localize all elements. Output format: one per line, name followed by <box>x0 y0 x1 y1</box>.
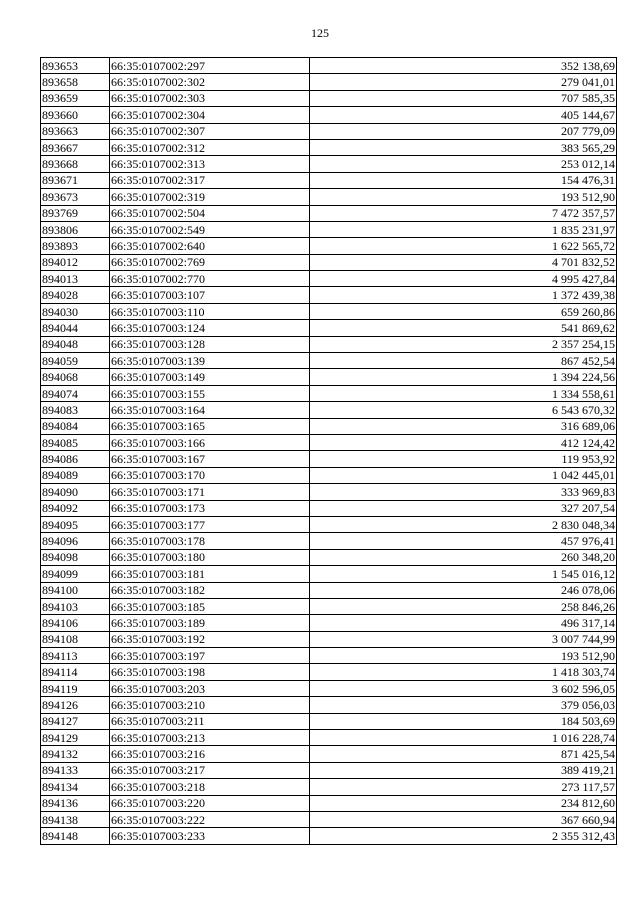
table-row <box>41 680 617 696</box>
object-id-cell: 893673 <box>41 189 110 205</box>
object-id-cell: 894103 <box>41 598 110 614</box>
cadastral-value-cell: 4 701 832,52 <box>310 254 617 270</box>
object-id-cell: 894136 <box>41 795 110 811</box>
cadastral-value-cell: 2 357 254,15 <box>310 336 617 352</box>
cadastral-number-cell: 66:35:0107003:167 <box>110 451 310 467</box>
cadastral-value-cell: 273 117,57 <box>310 779 617 795</box>
cadastral-value-cell: 1 016 228,74 <box>310 730 617 746</box>
cadastral-number-cell: 66:35:0107002:769 <box>110 254 310 270</box>
cadastral-value-cell: 258 846,26 <box>310 598 617 614</box>
cadastral-value-cell: 1 835 231,97 <box>310 221 617 237</box>
table-row <box>41 516 617 532</box>
object-id-cell: 893893 <box>41 238 110 254</box>
table-row <box>41 697 617 713</box>
table-row <box>41 58 617 74</box>
table-row <box>41 254 617 270</box>
object-id-cell: 894048 <box>41 336 110 352</box>
object-id-cell: 894068 <box>41 369 110 385</box>
object-id-cell: 893667 <box>41 139 110 155</box>
table-row <box>41 287 617 303</box>
cadastral-value-cell: 707 585,35 <box>310 90 617 106</box>
table-row <box>41 549 617 565</box>
cadastral-number-cell: 66:35:0107003:216 <box>110 746 310 762</box>
table-row <box>41 189 617 205</box>
cadastral-value-cell: 207 779,09 <box>310 123 617 139</box>
table-row <box>41 369 617 385</box>
table-row <box>41 500 617 516</box>
object-id-cell: 893658 <box>41 74 110 90</box>
table-row <box>41 664 617 680</box>
cadastral-number-cell: 66:35:0107003:170 <box>110 467 310 483</box>
object-id-cell: 893653 <box>41 58 110 74</box>
cadastral-value-cell: 333 969,83 <box>310 484 617 500</box>
table-row <box>41 762 617 778</box>
table-row <box>41 631 617 647</box>
cadastral-number-cell: 66:35:0107002:304 <box>110 107 310 123</box>
object-id-cell: 893671 <box>41 172 110 188</box>
object-id-cell: 893663 <box>41 123 110 139</box>
table-row <box>41 336 617 352</box>
table-row <box>41 484 617 500</box>
object-id-cell: 894099 <box>41 566 110 582</box>
table-row <box>41 598 617 614</box>
cadastral-number-cell: 66:35:0107002:307 <box>110 123 310 139</box>
cadastral-value-cell: 1 622 565,72 <box>310 238 617 254</box>
object-id-cell: 894095 <box>41 516 110 532</box>
object-id-cell: 893769 <box>41 205 110 221</box>
cadastral-value-cell: 119 953,92 <box>310 451 617 467</box>
cadastral-number-cell: 66:35:0107002:302 <box>110 74 310 90</box>
cadastral-value-cell: 253 012,14 <box>310 156 617 172</box>
cadastral-value-cell: 1 334 558,61 <box>310 385 617 401</box>
table-row <box>41 648 617 664</box>
cadastral-value-cell: 867 452,54 <box>310 353 617 369</box>
cadastral-value-cell: 279 041,01 <box>310 74 617 90</box>
object-id-cell: 893668 <box>41 156 110 172</box>
table-row <box>41 615 617 631</box>
cadastral-number-cell: 66:35:0107003:210 <box>110 697 310 713</box>
cadastral-value-cell: 496 317,14 <box>310 615 617 631</box>
cadastral-value-cell: 246 078,06 <box>310 582 617 598</box>
cadastral-number-cell: 66:35:0107002:640 <box>110 238 310 254</box>
cadastral-number-cell: 66:35:0107003:110 <box>110 303 310 319</box>
cadastral-value-cell: 352 138,69 <box>310 58 617 74</box>
object-id-cell: 893659 <box>41 90 110 106</box>
cadastral-number-cell: 66:35:0107003:198 <box>110 664 310 680</box>
object-id-cell: 894098 <box>41 549 110 565</box>
cadastral-number-cell: 66:35:0107003:177 <box>110 516 310 532</box>
table-row <box>41 303 617 319</box>
object-id-cell: 893660 <box>41 107 110 123</box>
table-row <box>41 107 617 123</box>
cadastral-value-cell: 659 260,86 <box>310 303 617 319</box>
cadastral-value-cell: 379 056,03 <box>310 697 617 713</box>
table-row <box>41 566 617 582</box>
cadastral-value-cell: 405 144,67 <box>310 107 617 123</box>
cadastral-value-cell: 3 602 596,05 <box>310 680 617 696</box>
cadastral-value-cell: 260 348,20 <box>310 549 617 565</box>
cadastral-value-cell: 7 472 357,57 <box>310 205 617 221</box>
cadastral-value-cell: 367 660,94 <box>310 811 617 827</box>
table-row <box>41 418 617 434</box>
table-row <box>41 779 617 795</box>
cadastral-value-cell: 412 124,42 <box>310 434 617 450</box>
object-id-cell: 894100 <box>41 582 110 598</box>
cadastral-number-cell: 66:35:0107003:182 <box>110 582 310 598</box>
cadastral-number-cell: 66:35:0107003:192 <box>110 631 310 647</box>
table-row <box>41 385 617 401</box>
cadastral-number-cell: 66:35:0107003:180 <box>110 549 310 565</box>
cadastral-number-cell: 66:35:0107002:303 <box>110 90 310 106</box>
cadastral-number-cell: 66:35:0107002:297 <box>110 58 310 74</box>
table-row <box>41 451 617 467</box>
object-id-cell: 894092 <box>41 500 110 516</box>
object-id-cell: 894106 <box>41 615 110 631</box>
object-id-cell: 894133 <box>41 762 110 778</box>
cadastral-number-cell: 66:35:0107003:139 <box>110 353 310 369</box>
cadastral-number-cell: 66:35:0107003:211 <box>110 713 310 729</box>
object-id-cell: 894012 <box>41 254 110 270</box>
table-row <box>41 402 617 418</box>
cadastral-value-cell: 316 689,06 <box>310 418 617 434</box>
cadastral-number-cell: 66:35:0107003:171 <box>110 484 310 500</box>
cadastral-value-cell: 2 355 312,43 <box>310 828 617 844</box>
cadastral-number-cell: 66:35:0107003:155 <box>110 385 310 401</box>
object-id-cell: 894127 <box>41 713 110 729</box>
object-id-cell: 894113 <box>41 648 110 664</box>
cadastral-number-cell: 66:35:0107003:165 <box>110 418 310 434</box>
object-id-cell: 894030 <box>41 303 110 319</box>
cadastral-number-cell: 66:35:0107003:197 <box>110 648 310 664</box>
object-id-cell: 894148 <box>41 828 110 844</box>
cadastral-number-cell: 66:35:0107002:549 <box>110 221 310 237</box>
table-row <box>41 730 617 746</box>
cadastral-number-cell: 66:35:0107002:504 <box>110 205 310 221</box>
cadastral-number-cell: 66:35:0107002:319 <box>110 189 310 205</box>
object-id-cell: 894044 <box>41 320 110 336</box>
cadastral-value-cell: 193 512,90 <box>310 189 617 205</box>
object-id-cell: 894059 <box>41 353 110 369</box>
object-id-cell: 894134 <box>41 779 110 795</box>
cadastral-value-cell: 4 995 427,84 <box>310 271 617 287</box>
table-row <box>41 90 617 106</box>
table-row <box>41 828 617 844</box>
cadastral-value-cell: 3 007 744,99 <box>310 631 617 647</box>
object-id-cell: 894129 <box>41 730 110 746</box>
object-id-cell: 894114 <box>41 664 110 680</box>
cadastral-value-cell: 234 812,60 <box>310 795 617 811</box>
table-row <box>41 811 617 827</box>
table-row <box>41 74 617 90</box>
table-row <box>41 434 617 450</box>
table-row <box>41 795 617 811</box>
table-row <box>41 533 617 549</box>
cadastral-value-cell: 1 394 224,56 <box>310 369 617 385</box>
object-id-cell: 894028 <box>41 287 110 303</box>
object-id-cell: 893806 <box>41 221 110 237</box>
object-id-cell: 894108 <box>41 631 110 647</box>
cadastral-number-cell: 66:35:0107003:166 <box>110 434 310 450</box>
table-row <box>41 139 617 155</box>
object-id-cell: 894089 <box>41 467 110 483</box>
cadastral-value-cell: 2 830 048,34 <box>310 516 617 532</box>
cadastral-value-cell: 1 418 303,74 <box>310 664 617 680</box>
cadastral-number-cell: 66:35:0107003:213 <box>110 730 310 746</box>
cadastral-value-cell: 457 976,41 <box>310 533 617 549</box>
cadastral-number-cell: 66:35:0107002:312 <box>110 139 310 155</box>
table-row <box>41 467 617 483</box>
table-row <box>41 353 617 369</box>
object-id-cell: 894013 <box>41 271 110 287</box>
cadastral-value-cell: 541 869,62 <box>310 320 617 336</box>
cadastral-number-cell: 66:35:0107003:189 <box>110 615 310 631</box>
table-row <box>41 172 617 188</box>
table-row <box>41 713 617 729</box>
cadastral-number-cell: 66:35:0107003:128 <box>110 336 310 352</box>
cadastral-value-cell: 154 476,31 <box>310 172 617 188</box>
object-id-cell: 894096 <box>41 533 110 549</box>
cadastral-value-cell: 1 545 016,12 <box>310 566 617 582</box>
table-row <box>41 123 617 139</box>
cadastral-number-cell: 66:35:0107003:173 <box>110 500 310 516</box>
table-row <box>41 271 617 287</box>
cadastral-number-cell: 66:35:0107002:770 <box>110 271 310 287</box>
cadastral-number-cell: 66:35:0107003:164 <box>110 402 310 418</box>
cadastral-value-cell: 184 503,69 <box>310 713 617 729</box>
cadastral-number-cell: 66:35:0107003:178 <box>110 533 310 549</box>
cadastral-number-cell: 66:35:0107003:217 <box>110 762 310 778</box>
cadastral-number-cell: 66:35:0107002:317 <box>110 172 310 188</box>
object-id-cell: 894090 <box>41 484 110 500</box>
table-row <box>41 582 617 598</box>
cadastral-number-cell: 66:35:0107003:149 <box>110 369 310 385</box>
table-row <box>41 746 617 762</box>
cadastral-number-cell: 66:35:0107003:107 <box>110 287 310 303</box>
object-id-cell: 894084 <box>41 418 110 434</box>
cadastral-value-cell: 389 419,21 <box>310 762 617 778</box>
cadastral-number-cell: 66:35:0107003:181 <box>110 566 310 582</box>
table-row <box>41 205 617 221</box>
table-row <box>41 221 617 237</box>
cadastral-value-cell: 871 425,54 <box>310 746 617 762</box>
cadastral-value-cell: 327 207,54 <box>310 500 617 516</box>
cadastral-value-cell: 1 372 439,38 <box>310 287 617 303</box>
cadastral-number-cell: 66:35:0107003:220 <box>110 795 310 811</box>
table-row <box>41 156 617 172</box>
cadastral-number-cell: 66:35:0107003:222 <box>110 811 310 827</box>
cadastral-value-cell: 193 512,90 <box>310 648 617 664</box>
table-row <box>41 320 617 336</box>
table-row <box>41 238 617 254</box>
cadastral-number-cell: 66:35:0107003:203 <box>110 680 310 696</box>
table-body <box>41 58 617 845</box>
cadastral-number-cell: 66:35:0107003:185 <box>110 598 310 614</box>
cadastral-value-cell: 383 565,29 <box>310 139 617 155</box>
object-id-cell: 894119 <box>41 680 110 696</box>
cadastral-number-cell: 66:35:0107003:233 <box>110 828 310 844</box>
object-id-cell: 894126 <box>41 697 110 713</box>
object-id-cell: 894074 <box>41 385 110 401</box>
cadastral-value-cell: 1 042 445,01 <box>310 467 617 483</box>
cadastral-number-cell: 66:35:0107002:313 <box>110 156 310 172</box>
object-id-cell: 894086 <box>41 451 110 467</box>
cadastral-number-cell: 66:35:0107003:124 <box>110 320 310 336</box>
cadastral-value-cell: 6 543 670,32 <box>310 402 617 418</box>
page-number: 125 <box>311 26 329 40</box>
object-id-cell: 894132 <box>41 746 110 762</box>
cadastral-value-table <box>40 57 617 845</box>
object-id-cell: 894085 <box>41 434 110 450</box>
object-id-cell: 894083 <box>41 402 110 418</box>
cadastral-number-cell: 66:35:0107003:218 <box>110 779 310 795</box>
object-id-cell: 894138 <box>41 811 110 827</box>
